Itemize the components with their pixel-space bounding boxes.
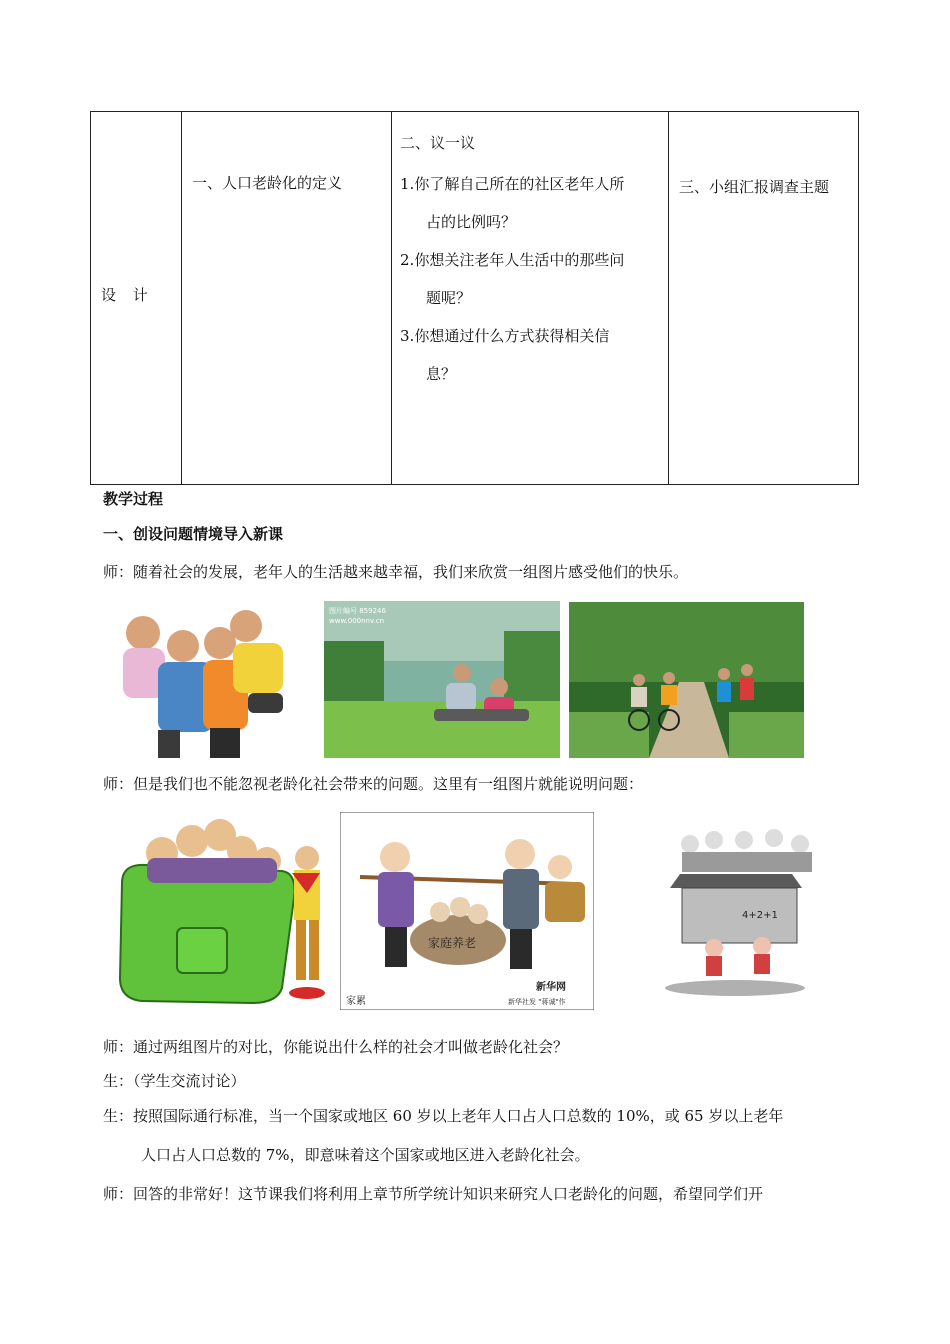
section-title: 教学过程 bbox=[103, 490, 164, 508]
house-label: 4+2+1 bbox=[742, 910, 778, 921]
paragraph: 师：随着社会的发展，老年人的生活越来越幸福，我们来欣赏一组图片感受他们的快乐。 bbox=[103, 563, 689, 581]
photo-watermark-site: www.000nnv.cn bbox=[329, 617, 385, 625]
paragraph: 师：回答的非常好！这节课我们将利用上章节所学统计知识来研究人口老龄化的问题，希望同学们开 bbox=[103, 1185, 764, 1203]
paragraph: 师：通过两组图片的对比，你能说出什么样的社会才叫做老龄化社会？ bbox=[103, 1038, 569, 1056]
question-item: 2.你想关注老年人生活中的那些问 题呢？ bbox=[400, 251, 625, 307]
discussion-cell bbox=[392, 112, 669, 485]
news-logo: 新华网 bbox=[536, 982, 566, 993]
house-burden-cartoon bbox=[652, 826, 818, 1000]
cartoon-credit: 新华社发 "蒋诚"作 bbox=[508, 998, 566, 1006]
basket-label: 家庭养老 bbox=[428, 936, 477, 950]
question-item: 3.你想通过什么方式获得相关信 息？ bbox=[400, 327, 610, 383]
paragraph: 师：但是我们也不能忽视老龄化社会带来的问题。这里有一组图片就能说明问题： bbox=[103, 775, 644, 793]
lesson-design-table bbox=[90, 111, 854, 485]
paragraph: 人口占人口总数的 7%，即意味着这个国家或地区进入老龄化社会。 bbox=[141, 1146, 590, 1164]
happy-elderly-photo bbox=[98, 598, 312, 758]
question-item: 1.你了解自己所在的社区老年人所 占的比例吗？ bbox=[400, 175, 625, 231]
row-label-cell bbox=[91, 112, 182, 485]
report-cell bbox=[669, 112, 859, 485]
subsection-title: 一、创设问题情境导入新课 bbox=[103, 525, 284, 543]
discussion-heading: 二、议一议 bbox=[400, 134, 476, 152]
elderly-cycling-photo bbox=[569, 602, 804, 758]
paragraph: 生：（学生交流讨论） bbox=[103, 1072, 246, 1090]
photo-watermark-id: 图片编号 859246 bbox=[329, 607, 386, 615]
backpack-cartoon bbox=[102, 803, 332, 1008]
paragraph: 生：按照国际通行标准，当一个国家或地区 60 岁以上老年人口占人口总数的 10%，或 65 岁以上老年 bbox=[103, 1107, 784, 1125]
elderly-park-photo bbox=[324, 601, 560, 758]
row-label: 设 计 bbox=[101, 286, 154, 304]
definition-title: 一、人口老龄化的定义 bbox=[192, 174, 343, 192]
cartoon-caption: 家累 bbox=[346, 996, 366, 1007]
report-title: 三、小组汇报调查主题 bbox=[679, 178, 830, 196]
definition-cell bbox=[182, 112, 392, 485]
family-burden-cartoon bbox=[340, 812, 594, 1010]
